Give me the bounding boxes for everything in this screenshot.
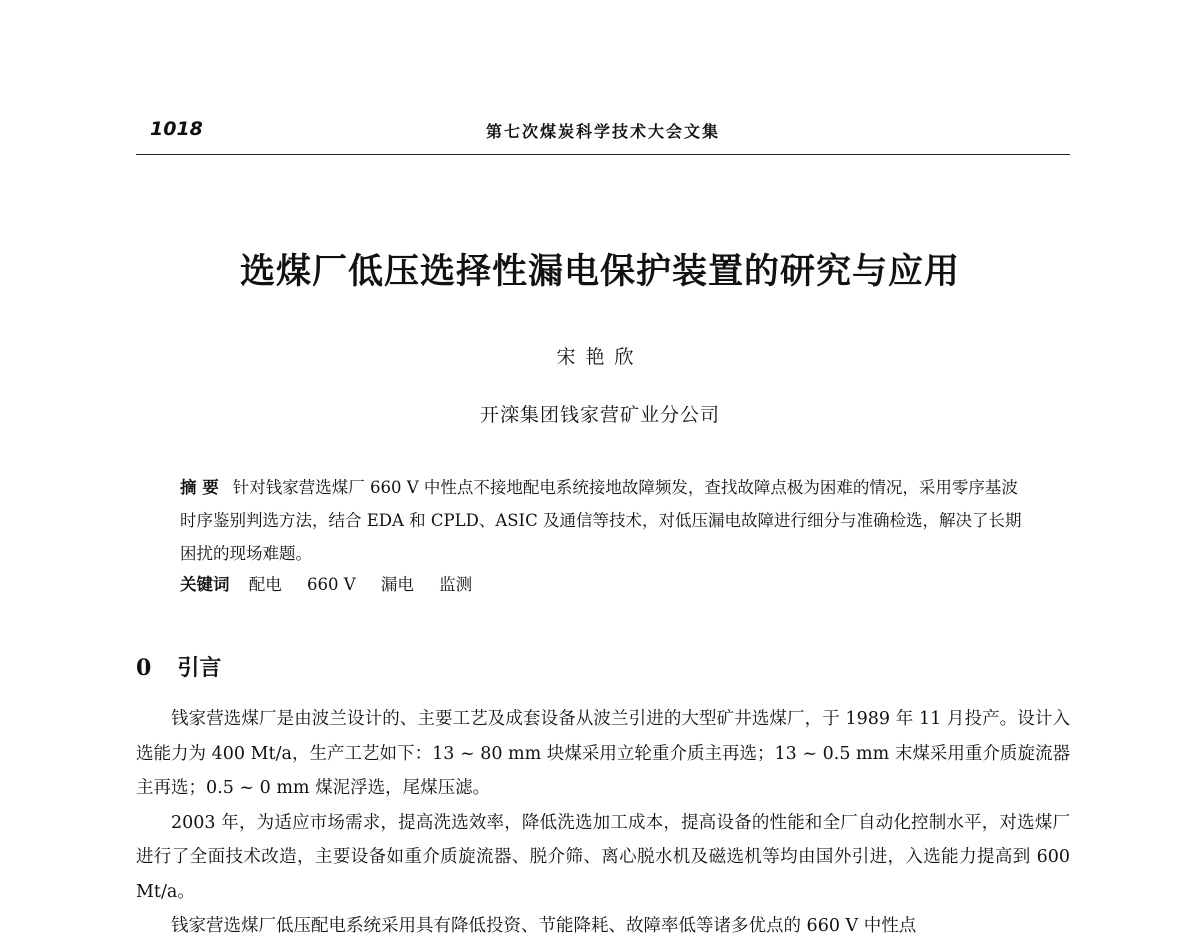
author: 宋艳欣 (556, 346, 644, 368)
paragraph: 钱家营选煤厂低压配电系统采用具有降低投资、节能降耗、故障率低等诸多优点的 660 V 中性点 (171, 916, 917, 936)
paragraph: 2003 年，为适应市场需求，提高洗选效率，降低洗选加工成本，提高设备的性能和全厂自动化控制水平，对选煤厂进行了全面技术改造，主要设备如重介质旋流器、脱介筛、离心脱水机及磁选机等均由国外引进，入选能力提高到 600 Mt/a。 (136, 812, 1070, 902)
keywords (180, 571, 1030, 595)
abstract-text: 针对钱家营选煤厂 660 V 中性点不接地配电系统接地故障频发，查找故障点极为困难的情况，采用零序基波时序鉴别判选方法，结合 EDA 和 CPLD、ASIC 及通信等技术，对低压漏电故障进行细分与准确检选，解决了长期困扰的现场难题。 (180, 478, 1022, 563)
abstract (180, 471, 1030, 570)
running-title: 第七次煤炭科学技术大会文集 (485, 122, 720, 141)
body-text (136, 702, 1070, 944)
page-header (136, 116, 1070, 155)
section-heading (136, 651, 221, 682)
affiliation: 开滦集团钱家营矿业分公司 (479, 404, 720, 426)
paper-title: 选煤厂低压选择性漏电保护装置的研究与应用 (239, 251, 960, 292)
keyword: 漏电 (380, 575, 414, 594)
keywords-label: 关键词 (180, 575, 230, 594)
section-number: 0 (136, 655, 152, 681)
keyword: 监测 (439, 575, 473, 594)
abstract-label: 摘 要 (180, 478, 219, 497)
keyword: 配电 (248, 575, 282, 594)
keyword: 660 V (307, 575, 356, 594)
section-title: 引言 (177, 655, 222, 681)
page-number: 1018 (150, 118, 203, 140)
paragraph: 钱家营选煤厂是由波兰设计的、主要工艺及成套设备从波兰引进的大型矿井选煤厂，于 1989 年 11 月投产。设计入选能力为 400 Mt/a，生产工艺如下：13 ~ 80 mm 块煤采用立轮重介质主再选；13 ~ 0.5 mm 末煤采用重介质旋流器主再选；0.5 ~ 0 mm 煤泥浮选，尾煤压滤。 (136, 709, 1070, 798)
